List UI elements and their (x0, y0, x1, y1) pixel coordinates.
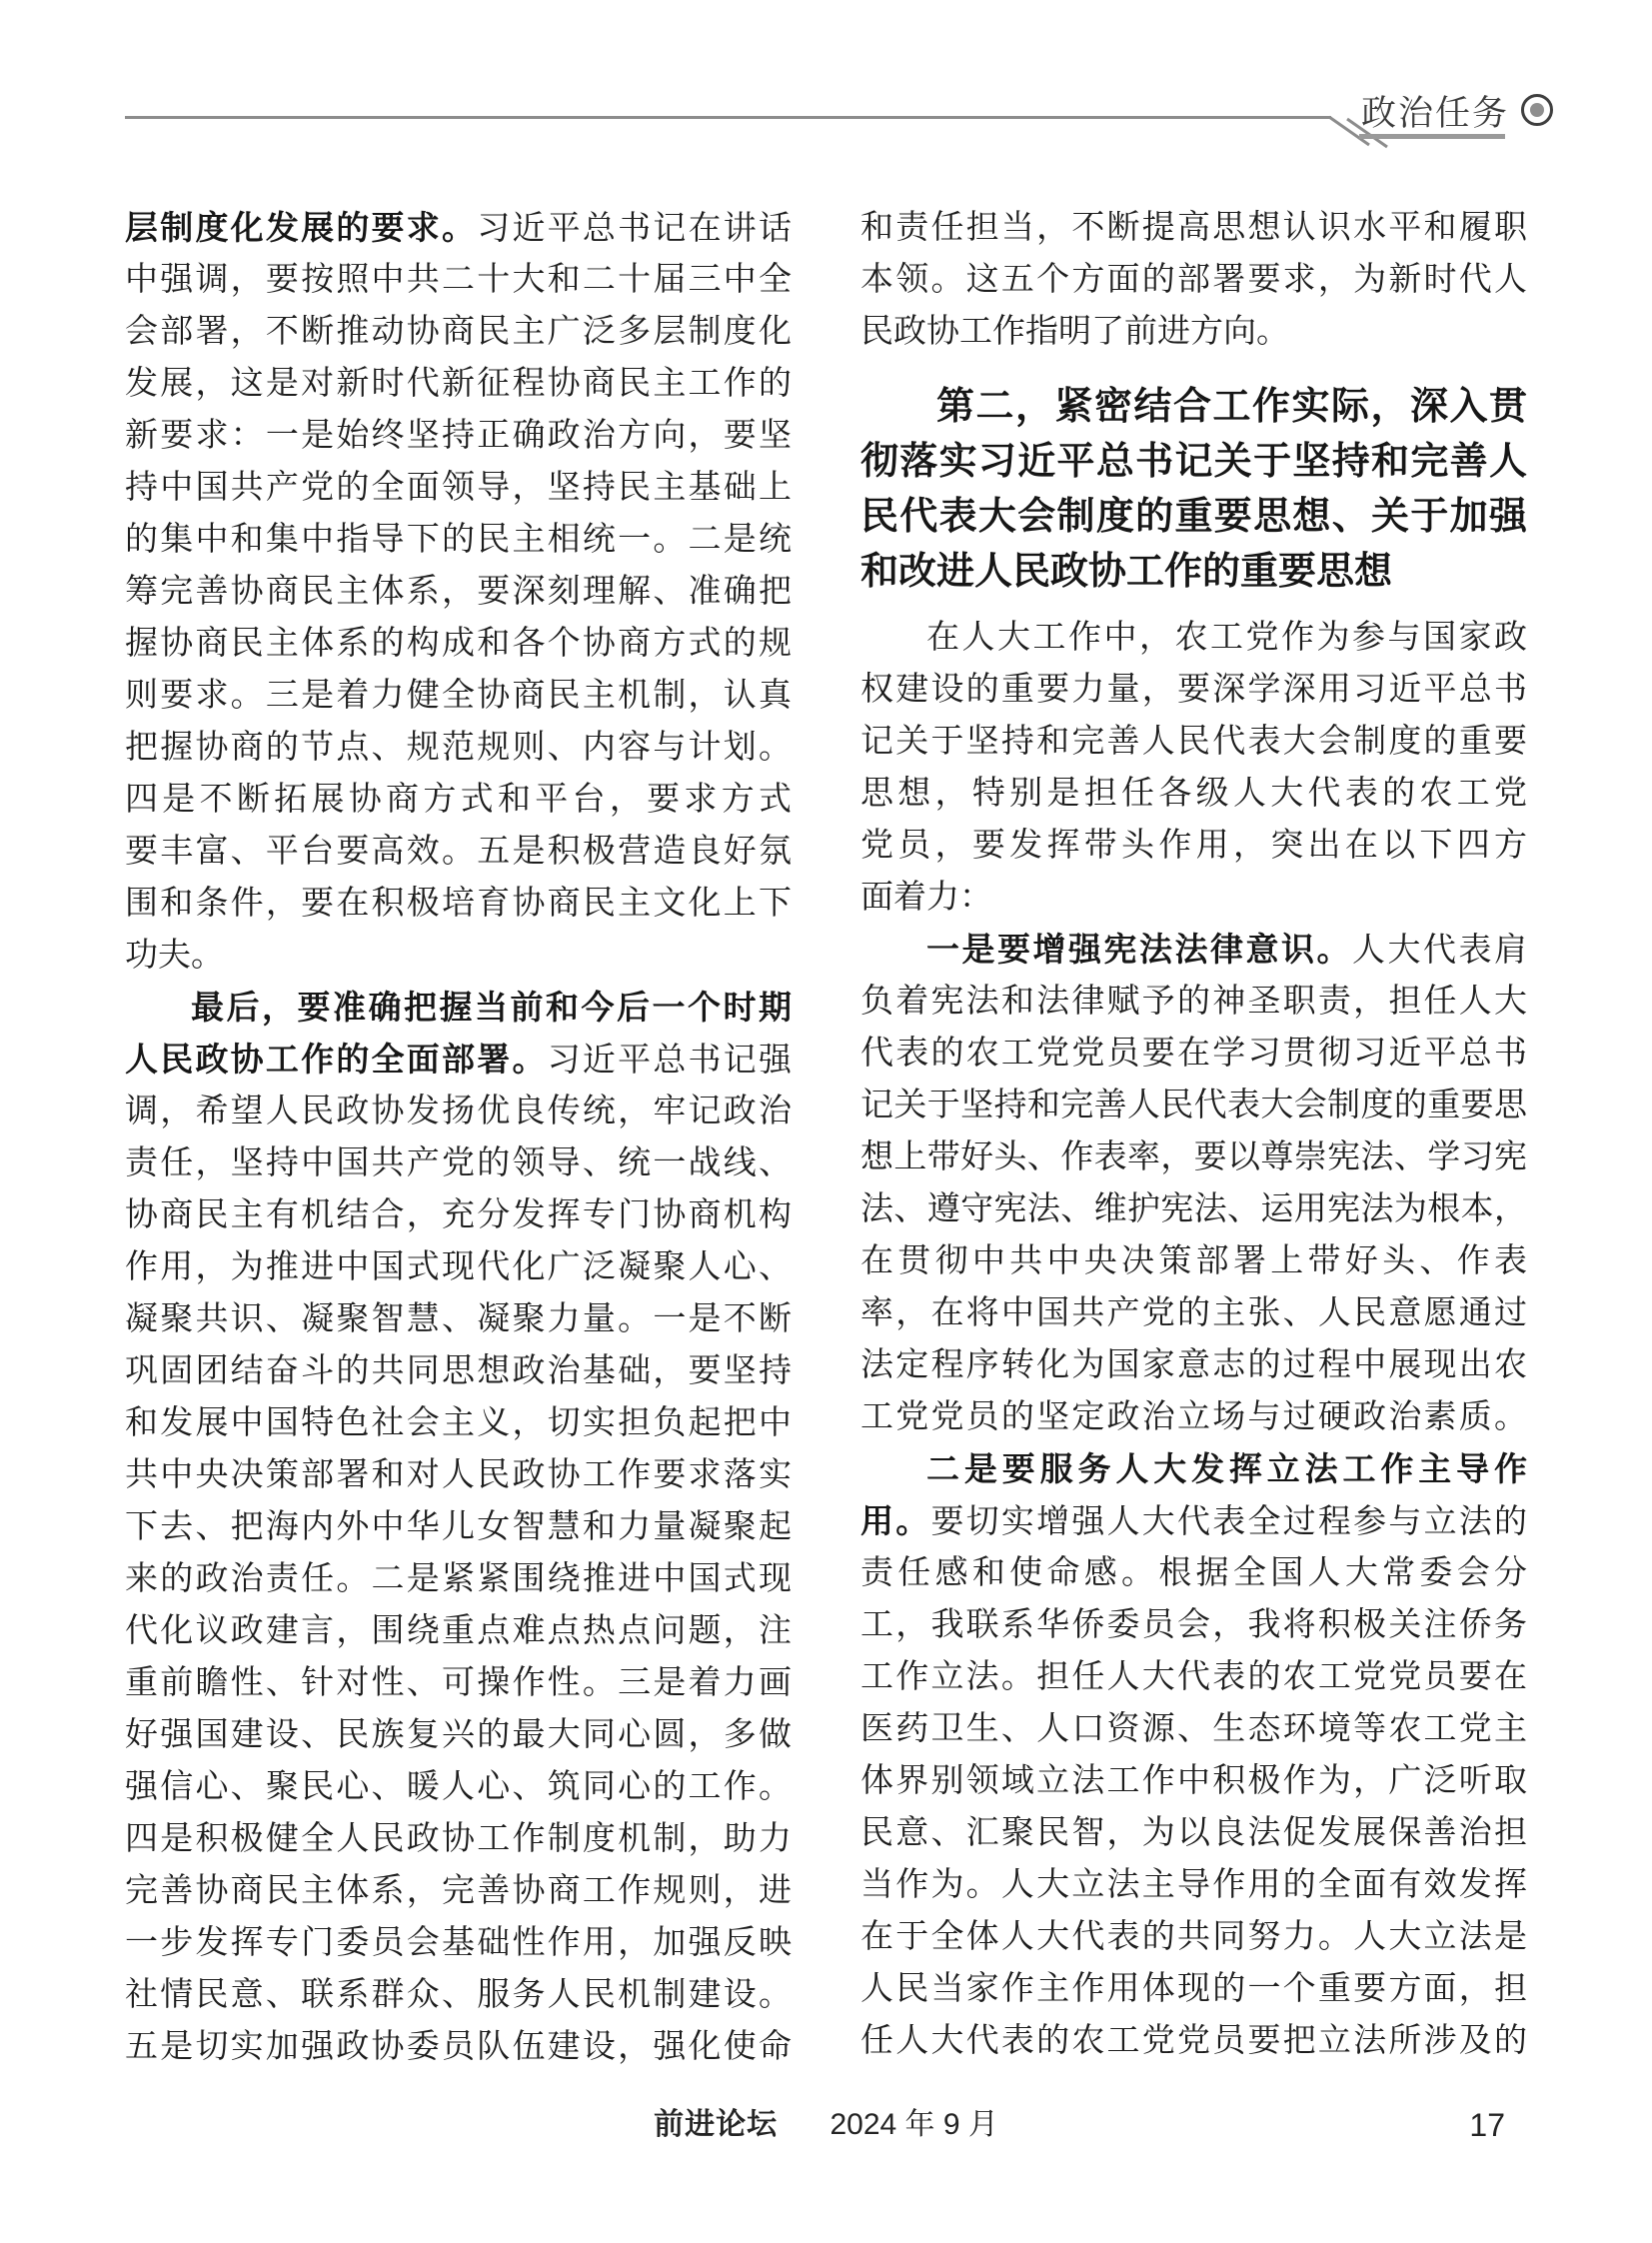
body-line (125, 1397, 792, 1449)
text-segment: 新要求：一是始终坚持正确政治方向，要坚 (125, 418, 792, 454)
body-line (125, 1657, 792, 1709)
body-line (125, 358, 792, 410)
body-line (860, 716, 1527, 768)
body-line (125, 202, 792, 254)
body-line (125, 1709, 792, 1761)
text-segment: 围和条件，要在积极培育协商民主文化上下 (125, 886, 792, 922)
text-segment: 来的政治责任。二是紧紧围绕推进中国式现 (125, 1561, 792, 1597)
body-line (860, 254, 1527, 306)
body-line (860, 1287, 1527, 1339)
body-line (125, 514, 792, 566)
body-line (125, 670, 792, 722)
body-line (125, 1969, 792, 2021)
bold-text-segment: 层制度化发展的要求。 (125, 209, 478, 246)
text-segment: 把握协商的节点、规范规则、内容与计划。 (125, 730, 792, 766)
text-segment: 持中国共产党的全面领导，坚持民主基础上 (125, 470, 792, 506)
body-line (125, 982, 792, 1034)
text-segment: 权建设的重要力量，要深学深用习近平总书 (860, 672, 1527, 708)
text-segment: 在人大工作中，农工党作为参与国家政 (926, 620, 1527, 656)
body-line (860, 1391, 1527, 1443)
body-line (125, 306, 792, 358)
body-line (860, 612, 1527, 664)
text-segment: 四是积极健全人民政协工作制度机制，助力 (125, 1821, 792, 1857)
heading-line (860, 490, 1527, 545)
section-heading (860, 380, 1527, 600)
bold-text-segment: 用。 (860, 1502, 931, 1539)
text-segment: 和责任担当，不断提高思想认识水平和履职 (860, 210, 1527, 246)
body-line (125, 1449, 792, 1501)
text-segment: 完善协商民主体系，完善协商工作规则，进 (125, 1873, 792, 1909)
header-section-label: 政治任务 (1361, 94, 1510, 133)
text-segment: 中强调，要按照中共二十大和二十届三中全 (125, 262, 792, 298)
body-line (860, 768, 1527, 820)
text-segment: 工，我联系华侨委员会，我将积极关注侨务 (860, 1607, 1527, 1643)
text-segment: 记关于坚持和完善人民代表大会制度的重要 (860, 724, 1527, 760)
body-line (860, 1651, 1527, 1703)
bold-text-segment: 一是要增强宪法法律意识。 (926, 931, 1352, 968)
text-segment: 五是切实加强政协委员队伍建设，强化使命 (125, 2029, 792, 2065)
text-segment: 强信心、聚民心、暖人心、筑同心的工作。 (125, 1769, 792, 1805)
text-segment: 负着宪法和法律赋予的神圣职责，担任人大 (860, 984, 1527, 1020)
text-segment: 责任，坚持中国共产党的领导、统一战线、 (125, 1145, 792, 1181)
text-segment: 调，希望人民政协发扬优良传统，牢记政治 (125, 1094, 792, 1129)
body-line (125, 410, 792, 462)
footer-issue-date: 2024 年 9 月 (829, 2108, 998, 2141)
body-line (860, 664, 1527, 716)
text-segment: 功夫。 (125, 938, 224, 974)
text-segment: 工作立法。担任人大代表的农工党党员要在 (860, 1659, 1527, 1695)
left-column (125, 202, 792, 2073)
body-line (125, 1813, 792, 1865)
text-segment: 记关于坚持和完善人民代表大会制度的重要思 (860, 1088, 1527, 1123)
text-segment: 四是不断拓展协商方式和平台，要求方式 (125, 782, 792, 818)
body-line (125, 1189, 792, 1241)
text-segment: 任人大代表的农工党党员要把立法所涉及的 (860, 2023, 1527, 2059)
text-segment: 法、遵守宪法、维护宪法、运用宪法为根本， (860, 1191, 1527, 1227)
body-line (125, 1553, 792, 1605)
body-line (860, 202, 1527, 254)
body-line (125, 566, 792, 618)
text-segment: 发展，这是对新时代新征程协商民主工作的 (125, 366, 792, 402)
text-segment: 率，在将中国共产党的主张、人民意愿通过 (860, 1295, 1527, 1331)
body-line (860, 1807, 1527, 1859)
text-segment: 重前瞻性、针对性、可操作性。三是着力画 (125, 1665, 792, 1701)
bold-text-segment: 最后，要准确把握当前和今后一个时期 (191, 989, 792, 1026)
body-line (125, 254, 792, 306)
body-line (860, 1080, 1527, 1131)
header-bullet-icon (1521, 94, 1553, 126)
body-line (860, 1859, 1527, 1911)
body-line (125, 1345, 792, 1397)
footer (125, 2105, 1527, 2145)
text-segment: 习近平总书记在讲话 (477, 211, 792, 247)
body-line (125, 1034, 792, 1086)
text-segment: 工党党员的坚定政治立场与过硬政治素质。 (860, 1399, 1527, 1435)
body-line (860, 2015, 1527, 2067)
text-segment: 法定程序转化为国家意志的过程中展现出农 (860, 1347, 1527, 1383)
heading-line (860, 380, 1527, 435)
text-segment: 党员，要发挥带头作用，突出在以下四方 (860, 828, 1527, 864)
text-segment: 人大代表肩 (1352, 933, 1527, 969)
text-segment: 一步发挥专门委员会基础性作用，加强反映 (125, 1925, 792, 1961)
bold-text-segment: 二是要服务人大发挥立法工作主导作 (926, 1450, 1527, 1487)
bold-text-segment: 人民政协工作的全面部署。 (125, 1041, 548, 1078)
body-line (125, 774, 792, 826)
text-segment: 握协商民主体系的构成和各个协商方式的规 (125, 626, 792, 662)
text-segment: 医药卫生、人口资源、生态环境等农工党主 (860, 1711, 1527, 1747)
text-segment: 好强国建设、民族复兴的最大同心圆，多做 (125, 1717, 792, 1753)
text-segment: 代表的农工党党员要在学习贯彻习近平总书 (860, 1036, 1527, 1072)
body-line (860, 1235, 1527, 1287)
body-line (860, 1339, 1527, 1391)
body-line (860, 1183, 1527, 1235)
text-segment: 要丰富、平台要高效。五是积极营造良好氛 (125, 834, 792, 870)
text-segment: 习近平总书记强 (547, 1043, 792, 1079)
body-line (860, 1911, 1527, 1963)
body-line (125, 2021, 792, 2073)
body-line (125, 1605, 792, 1657)
body-line (860, 1547, 1527, 1599)
body-line (860, 872, 1527, 924)
footer-journal-title: 前进论坛 (654, 2108, 779, 2141)
text-segment: 代化议政建言，围绕重点难点热点问题，注 (125, 1613, 792, 1649)
body-line (860, 1028, 1527, 1080)
body-line (125, 1501, 792, 1553)
text-segment: 思想，特别是担任各级人大代表的农工党 (860, 776, 1527, 812)
text-segment: 筹完善协商民主体系，要深刻理解、准确把 (125, 574, 792, 610)
text-segment: 则要求。三是着力健全协商民主机制，认真 (125, 678, 792, 714)
text-segment: 巩固团结奋斗的共同思想政治基础，要坚持 (125, 1353, 792, 1389)
body-line (125, 1761, 792, 1813)
body-line (125, 1086, 792, 1137)
body-line (125, 722, 792, 774)
text-segment: 民政协工作指明了前进方向。 (860, 314, 1289, 350)
text-segment: 第二，紧密结合工作实际，深入贯 (936, 386, 1527, 428)
body-line (860, 1755, 1527, 1807)
header-rule (125, 116, 1331, 119)
text-segment: 作用，为推进中国式现代化广泛凝聚人心、 (125, 1249, 792, 1285)
right-column-top-paragraph (860, 202, 1527, 358)
body-line (860, 1443, 1527, 1495)
body-line (860, 976, 1527, 1028)
body-line (125, 1241, 792, 1293)
text-segment: 民代表大会制度的重要思想、关于加强 (860, 496, 1527, 538)
body-line (125, 618, 792, 670)
text-segment: 协商民主有机结合，充分发挥专门协商机构 (125, 1197, 792, 1233)
heading-line (860, 435, 1527, 490)
text-segment: 和发展中国特色社会主义，切实担负起把中 (125, 1405, 792, 1441)
text-segment: 和改进人民政协工作的重要思想 (860, 551, 1393, 593)
text-segment: 责任感和使命感。根据全国人大常委会分 (860, 1555, 1527, 1591)
body-line (860, 1963, 1527, 2015)
body-line (125, 1865, 792, 1917)
text-segment: 要切实增强人大代表全过程参与立法的 (930, 1504, 1527, 1540)
text-segment: 社情民意、联系群众、服务人民机制建设。 (125, 1977, 792, 2013)
body-line (125, 1917, 792, 1969)
body-line (125, 462, 792, 514)
body-line (125, 930, 792, 982)
footer-page-number: 17 (1469, 2107, 1505, 2143)
text-segment: 在贯彻中共中央决策部署上带好头、作表 (860, 1243, 1527, 1279)
text-segment: 凝聚共识、凝聚智慧、凝聚力量。一是不断 (125, 1301, 792, 1337)
body-line (860, 1131, 1527, 1183)
text-segment: 共中央决策部署和对人民政协工作要求落实 (125, 1457, 792, 1493)
text-segment: 下去、把海内外中华儿女智慧和力量凝聚起 (125, 1509, 792, 1545)
body-line (860, 1703, 1527, 1755)
text-segment: 体界别领域立法工作中积极作为，广泛听取 (860, 1763, 1527, 1799)
body-line (860, 1495, 1527, 1547)
text-segment: 在于全体人大代表的共同努力。人大立法是 (860, 1919, 1527, 1955)
body-line (860, 820, 1527, 872)
body-line (860, 924, 1527, 976)
body-line (125, 826, 792, 878)
body-line (860, 306, 1527, 358)
text-segment: 当作为。人大立法主导作用的全面有效发挥 (860, 1867, 1527, 1903)
heading-line (860, 545, 1527, 600)
body-line (125, 1293, 792, 1345)
text-segment: 彻落实习近平总书记关于坚持和完善人 (860, 441, 1527, 483)
text-segment: 面着力： (860, 880, 992, 916)
text-segment: 民意、汇聚民智，为以良法促发展保善治担 (860, 1815, 1527, 1851)
text-segment: 本领。这五个方面的部署要求，为新时代人 (860, 262, 1527, 298)
body-line (860, 1599, 1527, 1651)
text-segment: 人民当家作主作用体现的一个重要方面，担 (860, 1971, 1527, 2007)
right-column-body (860, 612, 1527, 2067)
right-column (860, 202, 1527, 2067)
text-segment: 想上带好头、作表率，要以尊崇宪法、学习宪 (860, 1139, 1527, 1175)
body-line (125, 1137, 792, 1189)
body-line (125, 878, 792, 930)
text-segment: 会部署，不断推动协商民主广泛多层制度化 (125, 314, 792, 350)
text-segment: 的集中和集中指导下的民主相统一。二是统 (125, 522, 792, 558)
